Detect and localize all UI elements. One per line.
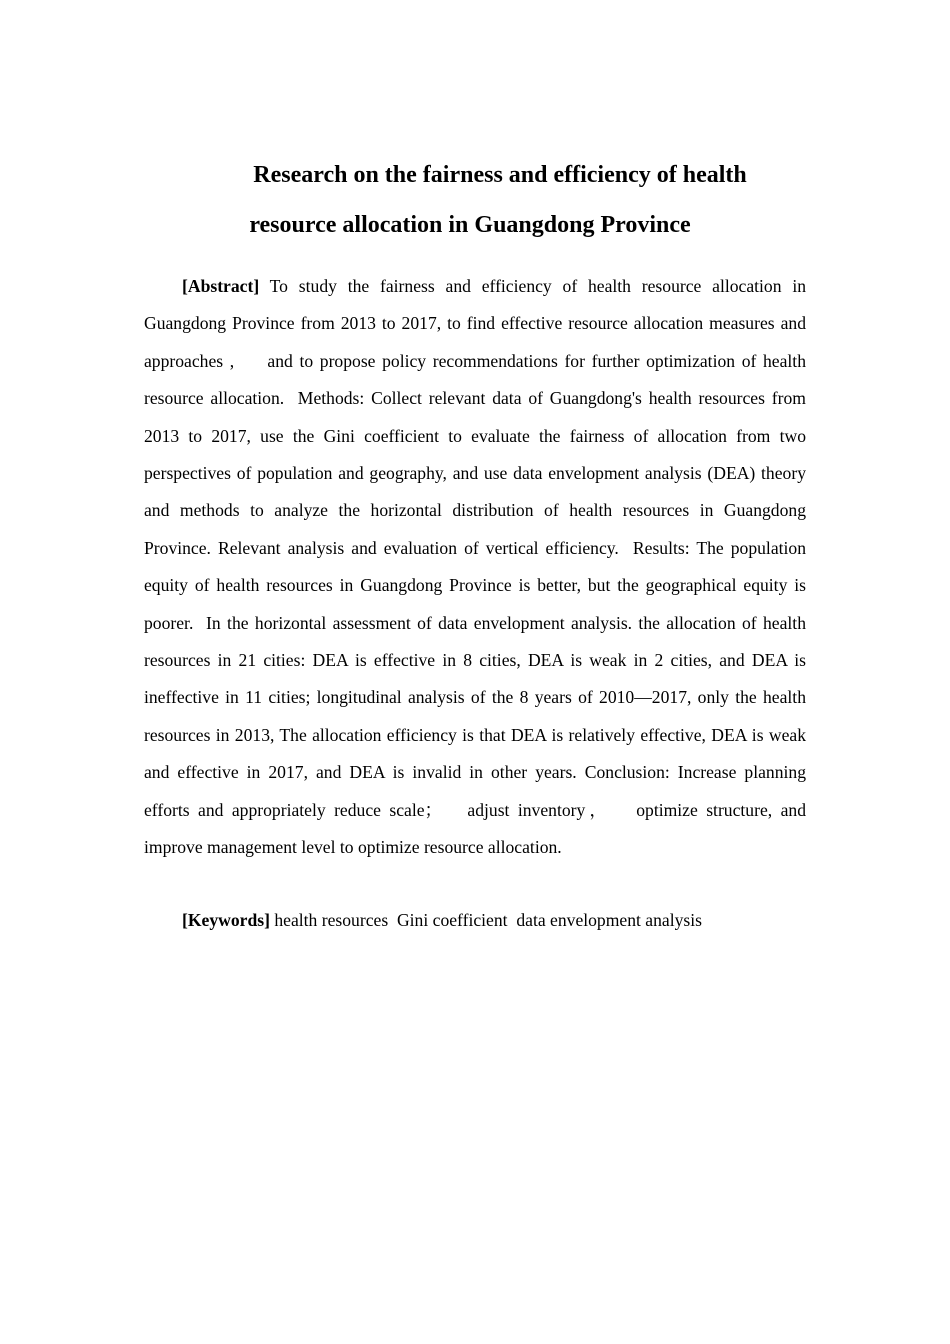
abstract-paragraph [144,268,806,867]
abstract-text: To study the fairness and efficiency of health resource allocation in Guangdong Province from 2013 to 2017, to find effective resource allocation measures and approaches , and to propose policy recommendations for further optimization of health resource allocation. Methods: Collect relevant data of Guangdong's health resources from 2013 to 2017, use the Gini coefficient to evaluate the fairness of allocation from two perspectives of population and geography, and use data envelopment analysis (DEA) theory and methods to analyze the horizontal distribution of health resources in Guangdong Province. Relevant analysis and evaluation of vertical efficiency. Results: The population equity of health resources in Guangdong Province is better, but the geographical equity is poorer. In the horizontal assessment of data envelopment analysis. the allocation of health resources in 21 cities: DEA is effective in 8 cities, DEA is weak in 2 cities, and DEA is ineffective in 11 cities; longitudinal analysis of the 8 years of 2010—2017, only the health resources in 2013, The allocation efficiency is that DEA is relatively effective, DEA is weak and effective in 2017, and DEA is invalid in other years. Conclusion: Increase planning efforts and appropriately reduce scale； adjust inventory， optimize structure, and improve management level to optimize resource allocation. [144,276,806,858]
keywords-text: health resources Gini coefficient data envelopment analysis [269,910,702,930]
paper-title-line-1: Research on the fairness and efficiency of health [253,162,747,188]
keywords-paragraph [144,903,806,937]
paper-title-line-2: resource allocation in Guangdong Province [249,212,691,238]
abstract-label: [Abstract] [182,276,260,296]
keywords-label: [Keywords] [182,910,270,930]
